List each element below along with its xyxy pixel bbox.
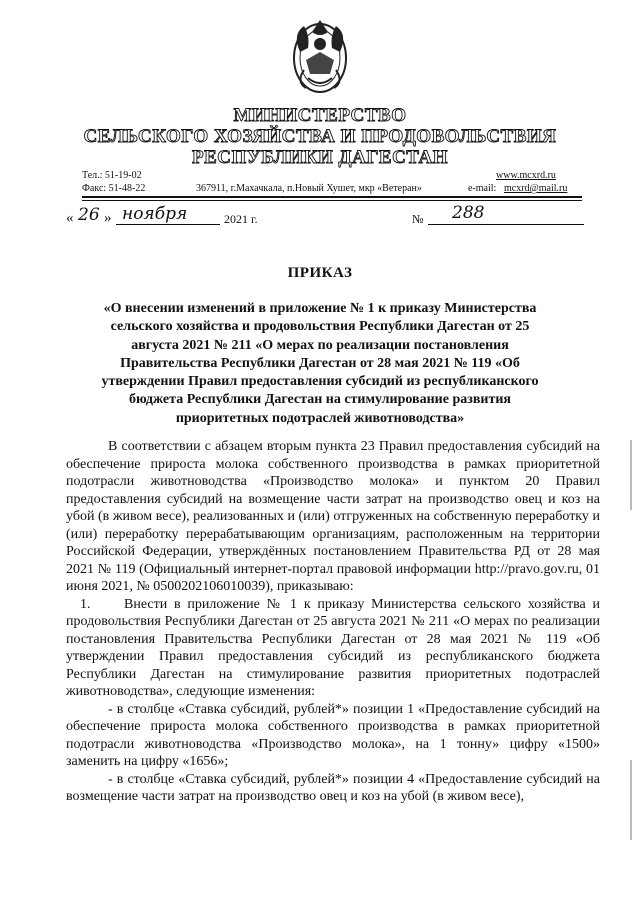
change-2: - в столбце «Ставка субсидий, рублей*» позиции 4 «Предоставление субсидий на возмещение части затрат на производство овец и коз на убой (в живом весе), bbox=[66, 771, 600, 804]
website-link[interactable]: www.mcxrd.ru bbox=[496, 170, 556, 181]
item-1 bbox=[66, 596, 600, 701]
item-1-number: 1. bbox=[80, 596, 91, 612]
ministry-name-line3: РЕСПУБЛИКИ ДАГЕСТАН bbox=[191, 147, 449, 168]
document-body bbox=[66, 438, 600, 806]
item-1-text: Внести в приложение № 1 к приказу Министерства сельского хозяйства и продовольствия Республики Дагестан от 25 августа 2021 № 211 «О мерах по реализации постановления Правительства Республики Дагестан от 28 мая 2021 № 119 «Об утверждении Правил предоставления субсидий из республиканского бюджета Республики Дагестан на стимулирование развития приоритетных подотраслей животноводства», следующие изменения: bbox=[66, 596, 600, 699]
header-rule-thick bbox=[82, 196, 582, 198]
scan-edge-mark bbox=[630, 440, 632, 510]
ministry-name-line1: МИНИСТЕРСТВО bbox=[233, 105, 407, 126]
phone-number: Тел.: 51-19-02 bbox=[82, 170, 142, 181]
header-rule-thin bbox=[82, 200, 582, 201]
number-label: № bbox=[412, 212, 424, 226]
change-1: - в столбце «Ставка субсидий, рублей*» позиции 1 «Предоставление субсидий на обеспечение прироста молока собственного производства в рамках приоритетной подотрасли животноводства «Производство молока», на 1 тонну» цифру «1500» заменить на цифру «1656»; bbox=[66, 701, 600, 769]
address: 367911, г.Махачкала, п.Новый Хушет, мкр «Ветеран» bbox=[196, 183, 422, 194]
coat-of-arms-emblem bbox=[286, 12, 354, 98]
order-number-handwritten: 288 bbox=[452, 203, 485, 223]
document-title: ПРИКАЗ bbox=[287, 265, 353, 281]
date-month-handwritten: ноября bbox=[122, 204, 188, 224]
scan-edge-mark bbox=[630, 760, 632, 840]
email-link[interactable]: mcxrd@mail.ru bbox=[504, 183, 568, 194]
fax-number: Факс: 51-48-22 bbox=[82, 183, 146, 194]
date-year: 2021 г. bbox=[224, 212, 258, 226]
date-month-underline bbox=[116, 224, 220, 225]
date-day-handwritten: 26 bbox=[78, 205, 100, 225]
number-underline bbox=[428, 224, 584, 225]
ministry-name-line2: СЕЛЬСКОГО ХОЗЯЙСТВА И ПРОДОВОЛЬСТВИЯ bbox=[83, 126, 557, 147]
email-label: e-mail: bbox=[468, 183, 497, 194]
preamble-paragraph: В соответствии с абзацем вторым пункта 23 Правил предоставления субсидий на обеспечение прироста молока собственного производства в рамках приоритетной подотрасли животноводства «Производство молока» и пунктом 20 Правил предоставления субсидий на возмещение части затрат на производство овец и коз на убой (в живом весе), реализованных и (или) отгруженных на собственную переработку и (или) переработку перерабатывающим организациям, расположенным на территории Российской Федерации, утверждённых постановлением Правительства РД от 28 мая 2021 № 119 (Официальный интернет-портал правовой информации http://pravo.gov.ru, 01 июня 2021, № 0500202106010039), приказываю: bbox=[66, 439, 600, 594]
date-quote-open: « bbox=[66, 210, 74, 226]
document-subject: «О внесении изменений в приложение № 1 к приказу Министерства сельского хозяйства и продовольствия Республики Дагестан от 25 августа 2021 № 211 «О мерах по реализации постановления Правительства Республики Дагестан от 28 мая 2021 № 119 «Об утверждении Правил предоставления субсидий из республиканского бюджета Республики Дагестан на стимулирование развития приоритетных подотраслей животноводства» bbox=[101, 301, 539, 426]
date-quote-close: » bbox=[104, 210, 112, 226]
